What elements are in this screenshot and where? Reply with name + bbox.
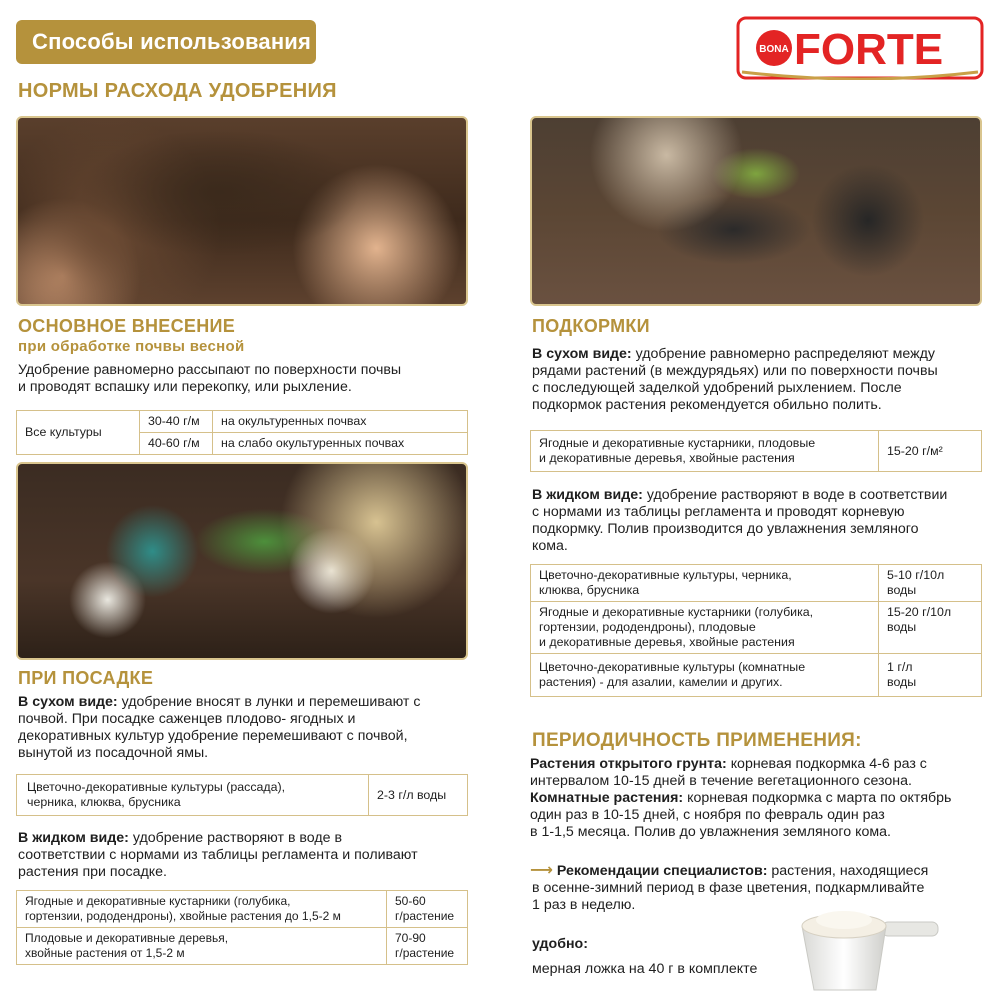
feeding-dry-label: В сухом виде: <box>532 346 632 362</box>
crop-cell: Цветочно-декоративные культуры (рассада), черника, клюква, брусника <box>17 775 369 816</box>
recommendation-label: Рекомендации специалистов: <box>556 863 768 879</box>
text-line: рядами растений (в междурядьях) или по поверхности почвы <box>532 363 938 379</box>
measuring-scoop-image <box>794 900 940 996</box>
main-application-table <box>16 410 468 455</box>
text-line: В жидком виде: удобрение растворяют в воде в соответствии <box>532 487 948 503</box>
crop-cell: Ягодные и декоративные кустарники, плодовые и декоративные деревья, хвойные растения <box>531 431 879 472</box>
planting-liquid-text <box>18 830 468 881</box>
section-label-banner <box>16 20 316 64</box>
feeding-liquid-label: В жидком виде: <box>532 487 643 503</box>
text-line: в 1-1,5 месяца. Полив до увлажнения земляного кома. <box>530 824 891 840</box>
arrow-right-icon: ⟶ <box>530 862 553 879</box>
dose-cell: 15-20 г/м² <box>879 431 982 472</box>
main-application-subtitle: при обработке почвы весной <box>18 338 245 355</box>
rate-cell: 40-60 г/м <box>140 433 213 455</box>
scoop-handle <box>882 922 938 936</box>
table-row <box>531 431 982 472</box>
dose-cell: 70-90 г/растение <box>387 928 468 965</box>
condition-cell: на окультуренных почвах <box>213 411 468 433</box>
crop-cell: Все культуры <box>17 411 140 455</box>
text-line: с нормами из таблицы регламента и проводят корневую <box>532 504 905 520</box>
planting-dry-label: В сухом виде: <box>18 694 118 710</box>
feeding-liquid-text <box>532 487 982 555</box>
periodicity-title: ПЕРИОДИЧНОСТЬ ПРИМЕНЕНИЯ: <box>532 730 862 751</box>
text-line: подкормку. Полив производится до увлажнения земляного <box>532 521 919 537</box>
feeding-dry-text <box>532 346 982 414</box>
table-row <box>17 928 468 965</box>
feeding-title: ПОДКОРМКИ <box>532 316 650 336</box>
text-line: В сухом виде: удобрение равномерно распределяют между <box>532 346 935 362</box>
planting-seedling-photo <box>16 462 468 660</box>
dose-cell: 5-10 г/10л воды <box>879 565 982 602</box>
planting-liquid-table <box>16 890 468 965</box>
text-line: Комнатные растения: корневая подкормка с марта по октябрь <box>530 790 952 806</box>
planting-liquid-label: В жидком виде: <box>18 830 129 846</box>
norms-title: НОРМЫ РАСХОДА УДОБРЕНИЯ <box>18 80 337 102</box>
table-row <box>17 411 468 433</box>
text-line: соответствии с нормами из таблицы регламента и поливают <box>18 847 418 863</box>
table-row <box>531 565 982 602</box>
main-application-text <box>18 362 468 396</box>
dose-cell: 15-20 г/10л воды <box>879 602 982 654</box>
text-line: с последующей заделкой удобрений рыхлением. После <box>532 380 902 396</box>
soil-in-hands-photo <box>16 116 468 306</box>
crop-cell: Цветочно-декоративные культуры, черника, клюква, брусника <box>531 565 879 602</box>
text-line: В жидком виде: удобрение растворяют в воде в <box>18 830 343 846</box>
logo-badge-text: BONA <box>759 44 789 55</box>
feeding-dry-table <box>530 430 982 472</box>
planting-title: ПРИ ПОСАДКЕ <box>18 668 154 688</box>
crop-cell: Ягодные и декоративные кустарники (голубика, гортензии, рододендроны), хвойные растения до 1,5-2 м <box>17 891 387 928</box>
text-line: В сухом виде: удобрение вносят в лунки и перемешивают с <box>18 694 421 710</box>
outdoor-label: Растения открытого грунта: <box>530 756 727 772</box>
text-line: 1 раз в неделю. <box>532 897 636 913</box>
convenient-text: мерная ложка на 40 г в комплекте <box>532 961 758 977</box>
table-row <box>17 775 468 816</box>
text-line: в осенне-зимний период в фазе цветения, подкармливайте <box>532 880 925 896</box>
text-line: Растения открытого грунта: корневая подкормка 4-6 раз с <box>530 756 927 772</box>
text-line: Удобрение равномерно рассыпают по поверхности почвы <box>18 362 402 378</box>
dose-cell: 50-60 г/растение <box>387 891 468 928</box>
main-application-title: ОСНОВНОЕ ВНЕСЕНИЕ <box>18 316 236 336</box>
table-row <box>17 891 468 928</box>
periodicity-text <box>530 756 982 841</box>
feeding-plant-photo <box>530 116 982 306</box>
logo-wordmark: FORTE <box>794 25 944 74</box>
dose-cell: 1 г/л воды <box>879 654 982 697</box>
indoor-label: Комнатные растения: <box>530 790 684 806</box>
text-line: декоративных культур удобрение перемешивают с почвой, <box>18 728 408 744</box>
text-line: растения при посадке. <box>18 864 167 880</box>
text-line: кома. <box>532 538 568 554</box>
planting-dry-text <box>18 694 468 762</box>
brand-logo <box>736 16 984 80</box>
text-line: один раз в 10-15 дней, с ноября по февраль один раз <box>530 807 885 823</box>
text-line: почвой. При посадке саженцев плодово- ягодных и <box>18 711 356 727</box>
planting-dry-table <box>16 774 468 816</box>
crop-cell: Плодовые и декоративные деревья, хвойные растения от 1,5-2 м <box>17 928 387 965</box>
text-line: подкормок растения рекомендуется обильно полить. <box>532 397 882 413</box>
text-line: интервалом 10-15 дней в течение вегетационного сезона. <box>530 773 912 789</box>
table-row <box>531 602 982 654</box>
rate-cell: 30-40 г/м <box>140 411 213 433</box>
section-label: Способы использования <box>32 29 312 54</box>
feeding-liquid-table <box>530 564 982 697</box>
condition-cell: на слабо окультуренных почвах <box>213 433 468 455</box>
crop-cell: Ягодные и декоративные кустарники (голубика, гортензии, рододендроны), плодовые и декоративные деревья, хвойные растения <box>531 602 879 654</box>
text-line: и проводят вспашку или перекопку, или рыхление. <box>18 379 352 395</box>
crop-cell: Цветочно-декоративные культуры (комнатные растения) - для азалии, камелии и других. <box>531 654 879 697</box>
text-line: вынутой из посадочной ямы. <box>18 745 209 761</box>
convenient-label: удобно: <box>532 936 588 952</box>
dose-cell: 2-3 г/л воды <box>369 775 468 816</box>
text-line: ⟶ Рекомендации специалистов: растения, находящиеся <box>530 862 929 879</box>
scoop-powder-heap <box>816 911 872 929</box>
table-row <box>531 654 982 697</box>
